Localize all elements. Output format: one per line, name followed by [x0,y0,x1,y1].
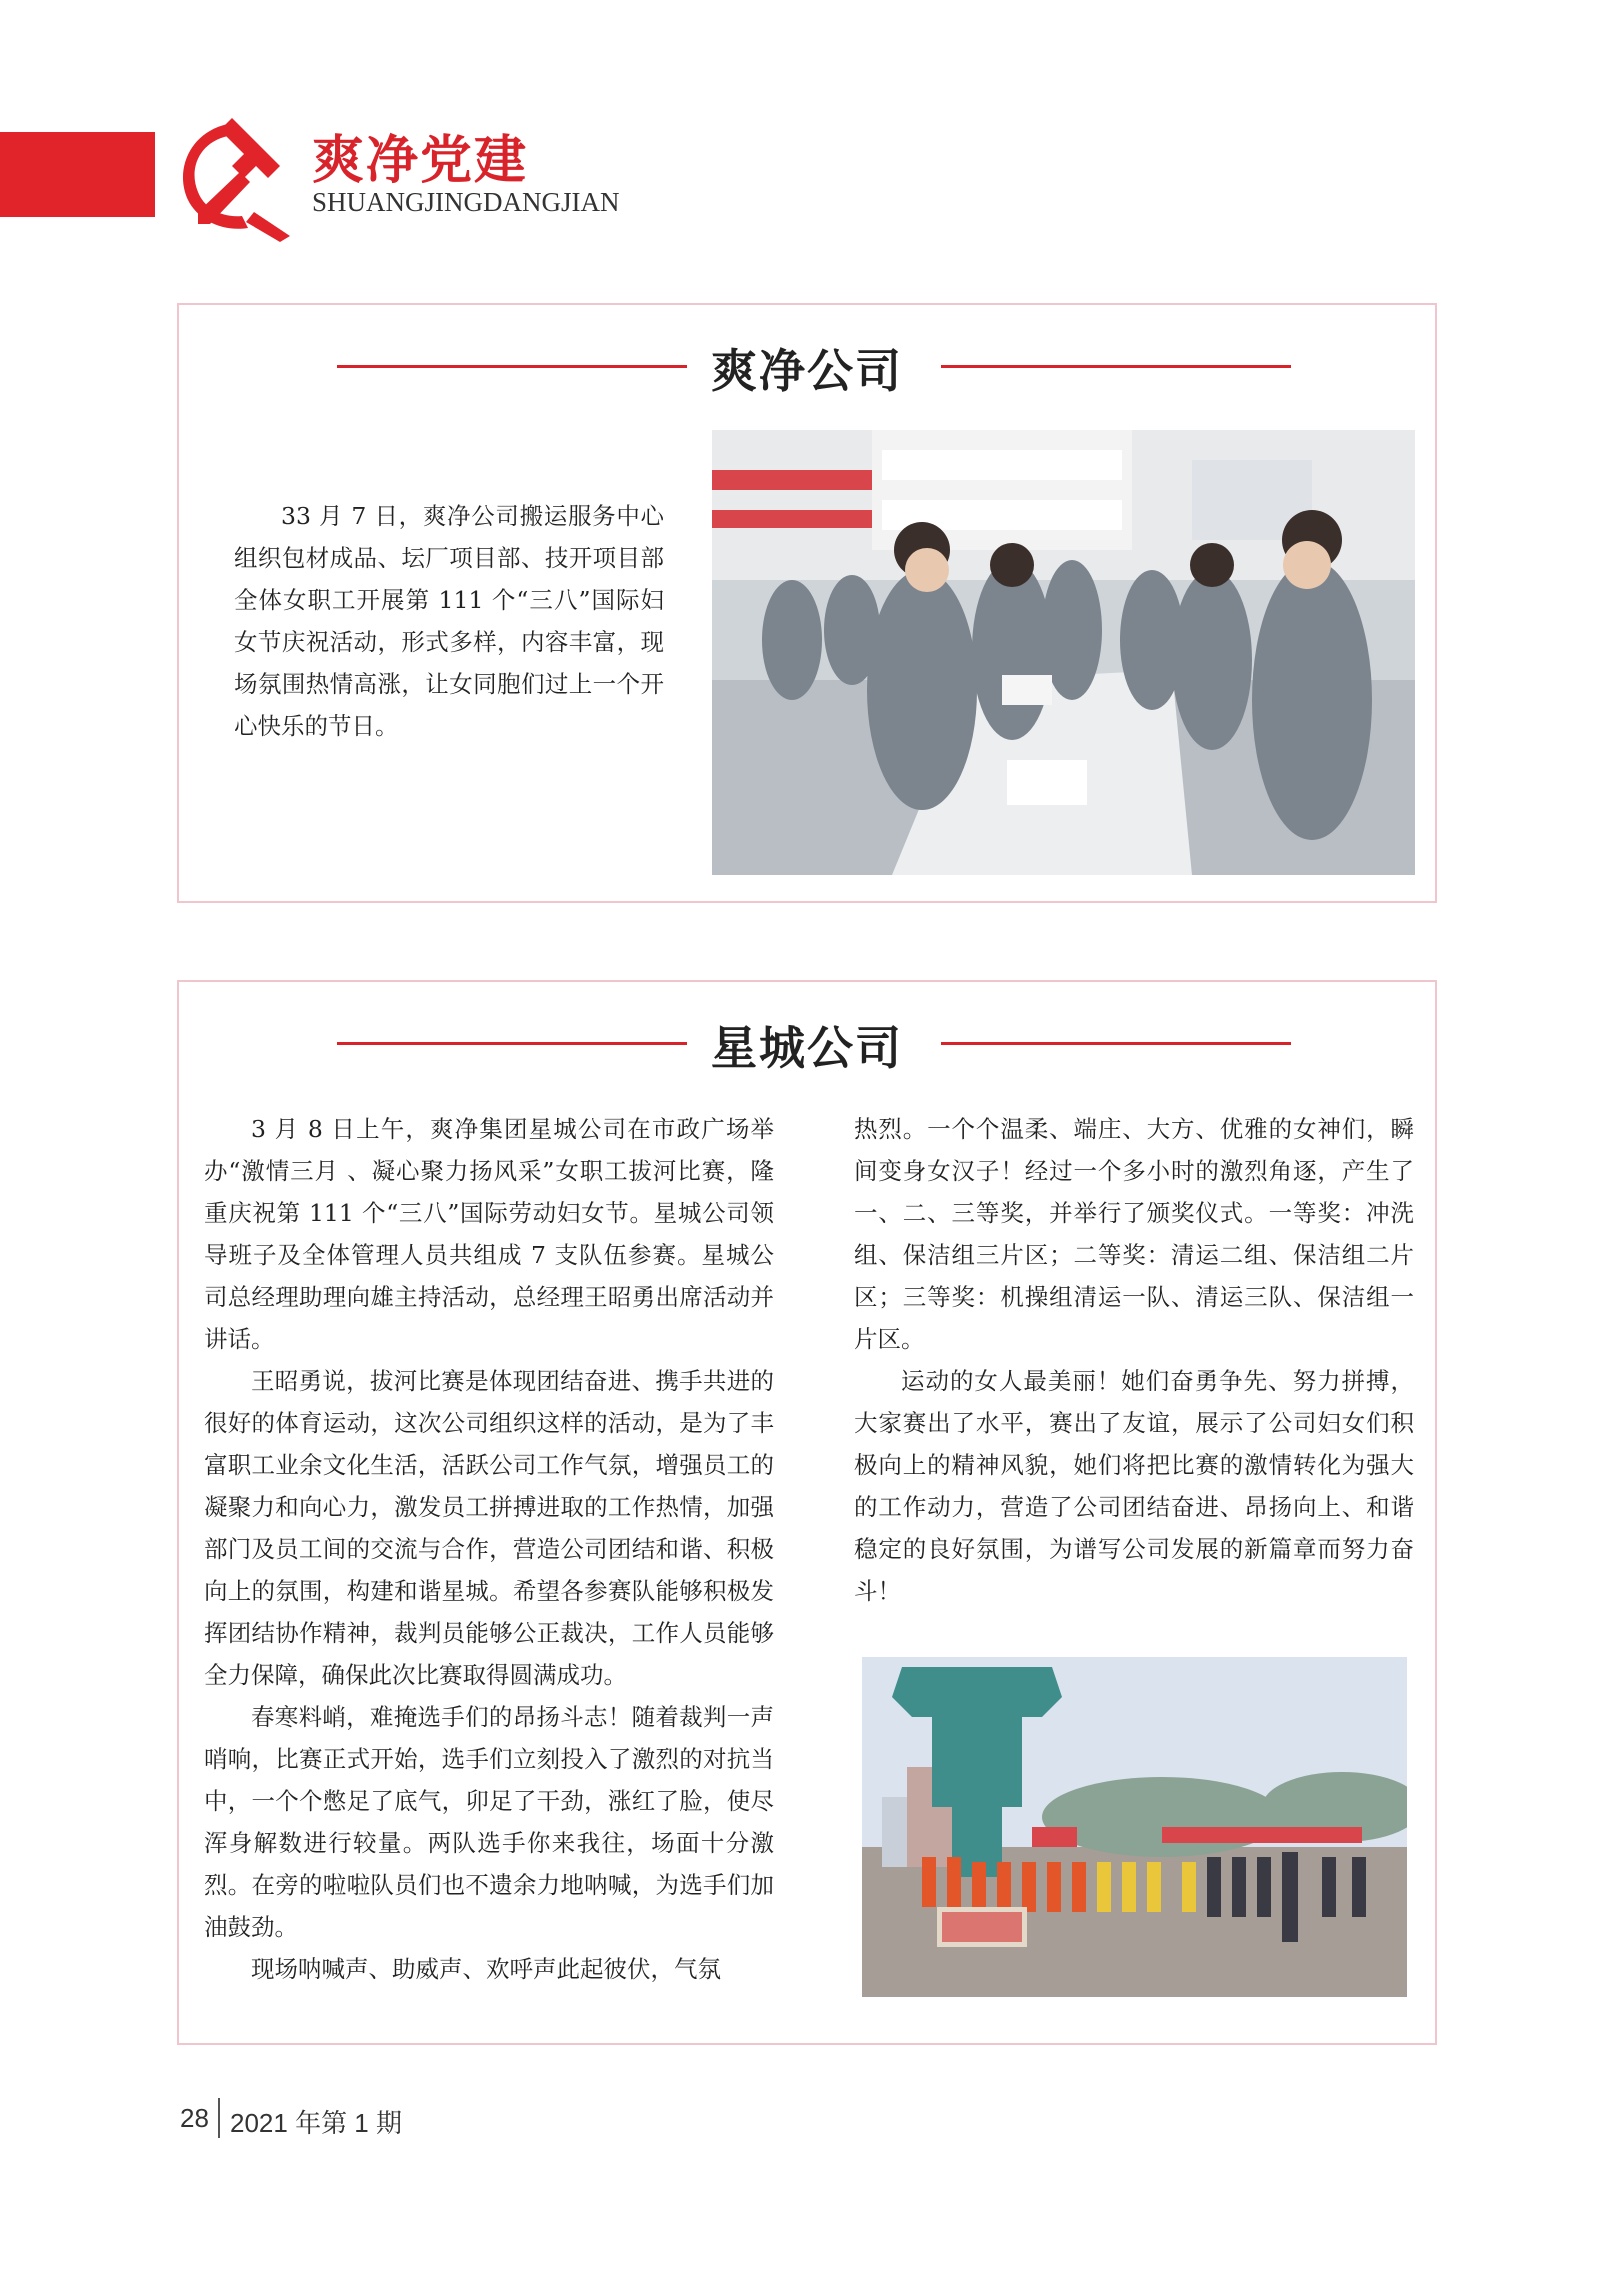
title-rule-right [941,1042,1291,1045]
section-text [234,495,664,747]
photo-tug-of-war-square [862,1657,1407,1997]
paragraph: 现场呐喊声、助威声、欢呼声此起彼伏，气氛 [251,1955,721,1983]
paragraph: 33 月 7 日，爽净公司搬运服务中心组织包材成品、坛厂项目部、技开项目部全体女职工开展第 111 个“三八”国际妇女节庆祝活动，形式多样，内容丰富，现场氛围热情高涨，让女同胞们过上一个开心快乐的节日。 [234,502,664,740]
brand-title: 爽净党建 [312,131,529,191]
paragraph: 运动的女人最美丽！她们奋勇争先、努力拼搏，大家赛出了水平，赛出了友谊，展示了公司妇女们积极向上的精神风貌，她们将把比赛的激情转化为强大的工作动力，营造了公司团结奋进、昂扬向上、和谐稳定的良好氛围，为谱写公司发展的新篇章而努力奋斗！ [854,1367,1414,1605]
photo-women-activity [712,430,1415,875]
paragraph: 3 月 8 日上午，爽净集团星城公司在市政广场举办“激情三月 、凝心聚力扬风采”女职工拔河比赛，隆重庆祝第 111 个“三八”国际劳动妇女节。星城公司领导班子及全体管理人员共组成 7 支队伍参赛。星城公司总经理助理向雄主持活动，总经理王昭勇出席活动并讲话。 [204,1115,774,1353]
section-shuangjing [177,303,1437,903]
left-column [204,1108,774,1990]
section-title: 爽净公司 [711,344,903,398]
section-xingcheng [177,980,1437,2045]
issue-label: 2021 年第 1 期 [230,2108,402,2138]
paragraph: 王昭勇说，拔河比赛是体现团结奋进、携手共进的很好的体育运动，这次公司组织这样的活动，是为了丰富职工业余文化生活，活跃公司工作气氛，增强员工的凝聚力和向心力，激发员工拼搏进取的工作热情，加强部门及员工间的交流与合作，营造公司团结和谐、积极向上的氛围，构建和谐星城。希望各参赛队能够积极发挥团结协作精神，裁判员能够公正裁决，工作人员能够全力保障，确保此次比赛取得圆满成功。 [204,1367,774,1689]
header-red-bar [0,132,155,217]
party-emblem-icon [170,112,305,242]
paragraph: 春寒料峭，难掩选手们的昂扬斗志！随着裁判一声哨响，比赛正式开始，选手们立刻投入了激烈的对抗当中，一个个憋足了底气，卯足了干劲，涨红了脸，使尽浑身解数进行较量。两队选手你来我往，场面十分激烈。在旁的啦啦队员们也不遗余力地呐喊，为选手们加油鼓劲。 [204,1703,774,1941]
right-column [854,1108,1414,1612]
section-title: 星城公司 [711,1021,903,1075]
footer-divider [218,2098,220,2138]
brand-subtitle: SHUANGJINGDANGJIAN [312,187,620,217]
paragraph: 热烈。一个个温柔、端庄、大方、优雅的女神们，瞬间变身女汉子！经过一个多小时的激烈角逐，产生了一、二、三等奖，并举行了颁奖仪式。一等奖：冲洗组、保洁组三片区；二等奖：清运二组、保洁组二片区；三等奖：机操组清运一队、清运三队、保洁组一片区。 [854,1115,1414,1353]
page-number: 28 [180,2103,209,2133]
title-rule-right [941,365,1291,368]
